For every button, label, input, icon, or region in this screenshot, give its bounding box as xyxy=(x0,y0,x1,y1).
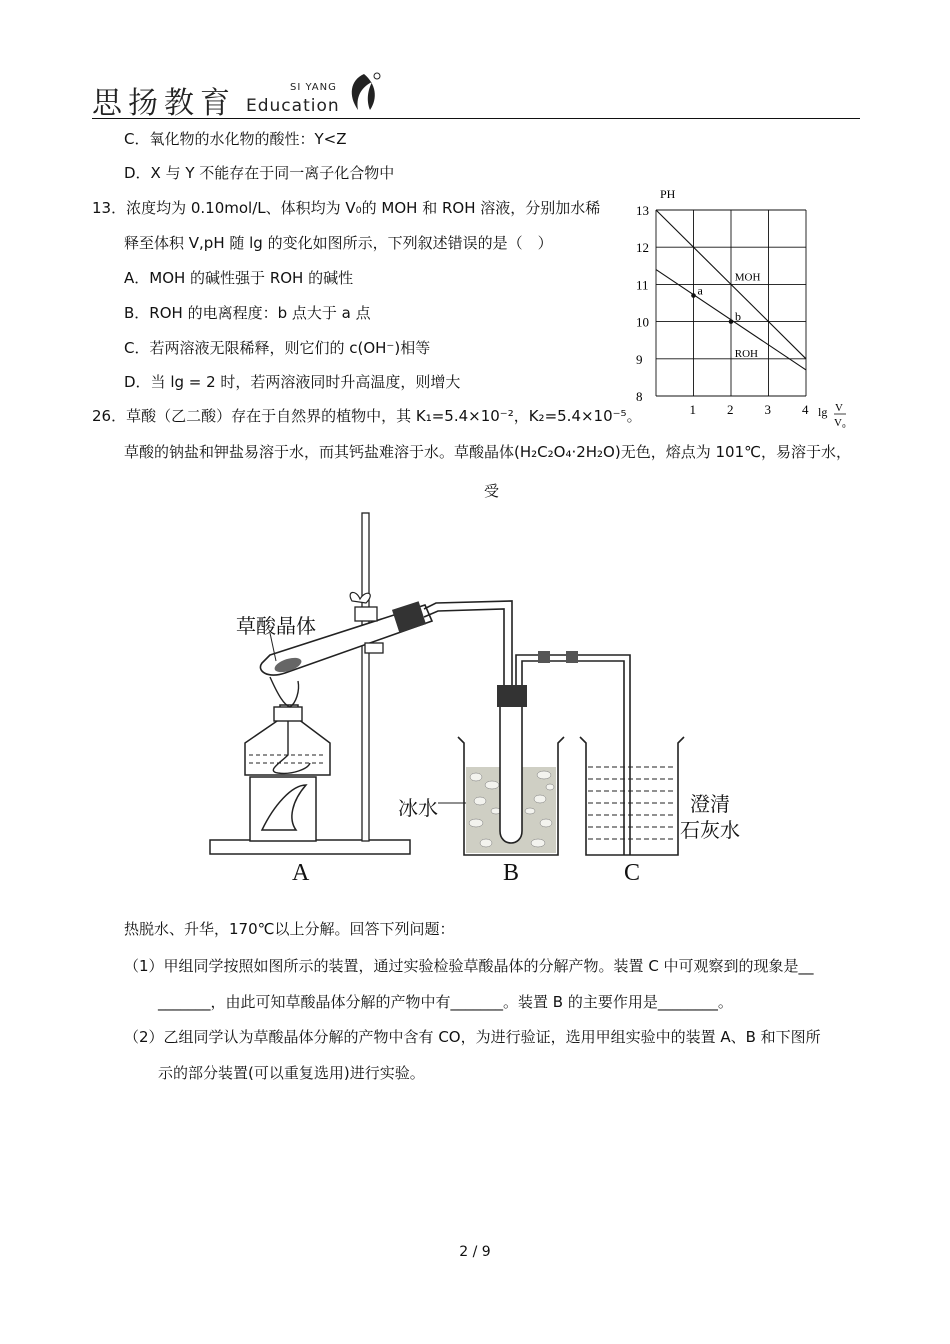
y-tick-label: 10 xyxy=(636,314,649,330)
data-point-b xyxy=(729,319,734,324)
ice-water-label: 冰水 xyxy=(398,796,438,820)
data-point-a xyxy=(691,293,696,298)
question-13-option-d: D．当 lg = 2 时，若两溶液同时升高温度，则增大 xyxy=(124,373,461,391)
question-26-part-2: （2）乙组同学认为草酸晶体分解的产物中含有 CO，为进行验证，选用甲组实验中的装置 A、B 和下图所 xyxy=(124,1028,821,1046)
data-point-label-b: b xyxy=(735,309,741,324)
data-point-label-a: a xyxy=(697,283,703,298)
question-26-stem: 26．草酸（乙二酸）存在于自然界的植物中，其 K₁=5.4×10⁻²，K₂=5.4×10⁻⁵。 xyxy=(92,407,642,425)
y-tick-label: 9 xyxy=(636,351,643,367)
question-26-stem-2: 草酸的钠盐和钾盐易溶于水，而其钙盐难溶于水。草酸晶体(H₂C₂O₄·2H₂O)无色，熔点为 101℃，易溶于水， xyxy=(124,443,851,461)
clamp-screw-icon xyxy=(350,592,370,603)
graph-grid xyxy=(656,210,806,396)
x-axis-frac-den: V₀ xyxy=(834,417,846,429)
option-c: C．氧化物的水化物的酸性：Y<Z xyxy=(124,130,347,148)
crystal-label: 草酸晶体 xyxy=(236,614,316,638)
stand-rod xyxy=(362,513,369,841)
x-tick-label: 3 xyxy=(764,402,771,417)
question-13-stem-2: 释至体积 V,pH 随 lg 的变化如图所示，下列叙述错误的是（ ） xyxy=(124,234,553,252)
x-axis-frac-num: V xyxy=(835,402,843,414)
header-rule xyxy=(92,118,860,119)
brand-name-en-top: SI YANG xyxy=(290,82,337,93)
question-26-stem-3: 受 xyxy=(484,482,500,500)
limewater-label-1: 澄清 xyxy=(690,792,730,816)
delivery-tube xyxy=(424,609,504,687)
clamp xyxy=(365,643,383,653)
cold-trap-tube xyxy=(500,701,522,843)
brand-name-cn: 思扬教育 xyxy=(92,86,236,121)
apparatus-label-c: C xyxy=(624,860,641,886)
series-label-moh: MOH xyxy=(734,271,761,284)
stand-base xyxy=(210,840,410,854)
brand-name-en: Education xyxy=(246,96,340,116)
question-13-stem: 13．浓度均为 0.10mol/L、体积均为 V₀的 MOH 和 ROH 溶液，分别加水稀 xyxy=(92,199,601,217)
question-26-part-1-cont: _______，由此可知草酸晶体分解的产物中有_______。装置 B 的主要作用是________。 xyxy=(158,993,733,1011)
ph-dilution-graph xyxy=(630,180,862,430)
y-tick-label: 12 xyxy=(636,240,649,256)
x-tick-label: 1 xyxy=(689,402,696,417)
burner xyxy=(250,777,316,841)
logo-icon xyxy=(342,70,382,116)
apparatus-label-b: B xyxy=(503,860,520,886)
apparatus-label-a: A xyxy=(292,860,310,886)
beaker-c xyxy=(580,737,684,855)
graph-ticks xyxy=(636,203,809,417)
apparatus-diagram xyxy=(200,505,700,905)
option-d: D．X 与 Y 不能存在于同一离子化合物中 xyxy=(124,164,395,182)
question-26-part-1: （1）甲组同学按照如图所示的装置，通过实验检验草酸晶体的分解产物。装置 C 中可观察到的现象是__ xyxy=(124,957,814,975)
x-axis-label: lg xyxy=(818,405,828,419)
question-13-option-b: B．ROH 的电离程度：b 点大于 a 点 xyxy=(124,304,371,322)
question-13-option-c: C．若两溶液无限稀释，则它们的 c(OH⁻)相等 xyxy=(124,339,431,357)
y-tick-label: 11 xyxy=(636,277,649,293)
x-tick-label: 4 xyxy=(802,402,809,417)
y-tick-label: 13 xyxy=(636,203,649,218)
question-13-option-a: A．MOH 的碱性强于 ROH 的碱性 xyxy=(124,269,354,287)
y-axis-label: PH xyxy=(660,187,676,201)
page-number: 2 / 9 xyxy=(459,1244,491,1260)
question-26-stem-4: 热脱水、升华，170℃以上分解。回答下列问题： xyxy=(124,920,455,938)
question-26-part-2-cont: 示的部分装置(可以重复选用)进行实验。 xyxy=(158,1064,425,1082)
trap-stopper xyxy=(497,685,527,707)
series-label-roh: ROH xyxy=(734,347,758,360)
x-tick-label: 2 xyxy=(727,402,734,417)
y-tick-label: 8 xyxy=(636,389,643,404)
limewater-label-2: 石灰水 xyxy=(680,818,740,842)
